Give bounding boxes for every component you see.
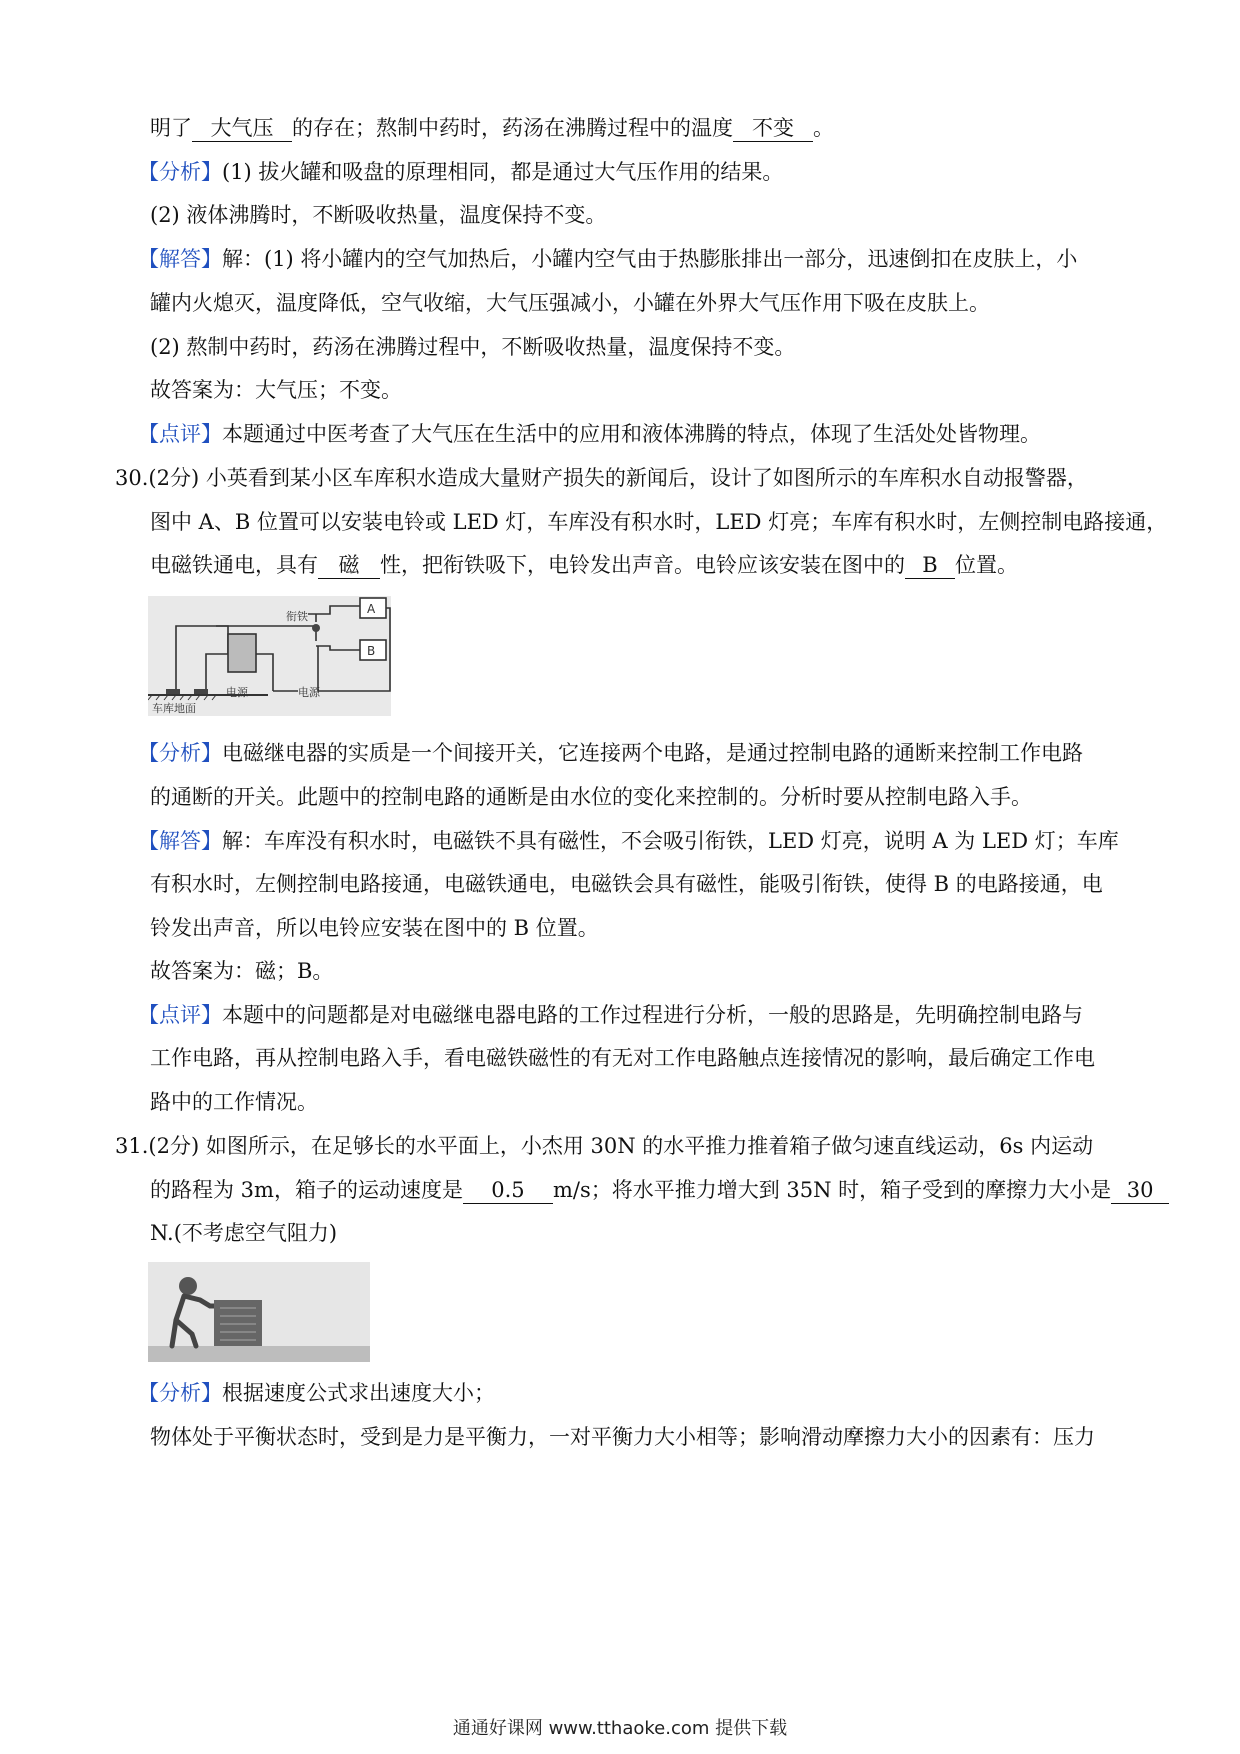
question-30-line: 30.(2分) 小英看到某小区车库积水造成大量财产损失的新闻后，设计了如图所示的车库积水自动报警器， — [115, 466, 1088, 490]
question-30-line: 电磁铁通电，具有 磁 性，把衔铁吸下，电铃发出声音。电铃应该安装在图中的 B 位置。 — [150, 553, 1018, 577]
answer-tag: 【解答】 — [138, 829, 222, 853]
answer-line: 故答案为：大气压；不变。 — [150, 378, 402, 402]
answer-blank: 磁 — [318, 552, 380, 579]
armature-label: 衔铁 — [286, 610, 308, 623]
analysis-tag: 【分析】 — [138, 1381, 222, 1405]
question-31-line: 的路程为 3m，箱子的运动速度是 0.5 m/s；将水平推力增大到 35N 时，箱子受到的摩擦力大小是 30 — [150, 1175, 1140, 1205]
question-31-line: 31.(2分) 如图所示，在足够长的水平面上，小杰用 30N 的水平推力推着箱子做匀速直线运动，6s 内运动 — [115, 1134, 1094, 1158]
answer-blank: 不变 — [733, 115, 813, 142]
analysis-line: 【分析】根据速度公式求出速度大小； — [138, 1381, 495, 1405]
question-31-line: N.(不考虑空气阻力) — [150, 1221, 338, 1245]
answer-blank: 大气压 — [192, 115, 292, 142]
page-footer: 通通好课网 www.tthaoke.com 提供下载 — [452, 1718, 788, 1739]
answer-line: 铃发出声音，所以电铃应安装在图中的 B 位置。 — [150, 916, 599, 940]
boy-pushing-box-illustration — [148, 1262, 370, 1362]
comment-line: 【点评】本题中的问题都是对电磁继电器电路的工作过程进行分析，一般的思路是，先明确控制电路与 — [138, 1003, 1083, 1027]
position-b-label: B — [367, 644, 376, 658]
power-label-2: 电源 — [298, 686, 320, 699]
comment-tag: 【点评】 — [138, 422, 222, 446]
alarm-circuit-figure — [148, 596, 391, 716]
answer-blank: 30 — [1111, 1177, 1169, 1204]
answer-tag: 【解答】 — [138, 247, 222, 271]
comment-line: 路中的工作情况。 — [150, 1090, 318, 1114]
analysis-line: (2) 液体沸腾时，不断吸收热量，温度保持不变。 — [150, 203, 607, 227]
answer-line: (2) 熬制中药时，药汤在沸腾过程中，不断吸收热量，温度保持不变。 — [150, 335, 796, 359]
analysis-line: 【分析】电磁继电器的实质是一个间接开关，它连接两个电路，是通过控制电路的通断来控制工作电路 — [138, 741, 1083, 765]
analysis-line — [138, 157, 1128, 187]
answer-line: 罐内火熄灭，温度降低，空气收缩，大气压强减小，小罐在外界大气压作用下吸在皮肤上。 — [150, 291, 990, 315]
question-30-line: 图中 A、B 位置可以安装电铃或 LED 灯，车库没有积水时，LED 灯亮；车库有积水时，左侧控制电路接通， — [150, 510, 1168, 534]
answer-line: 【解答】解：(1) 将小罐内的空气加热后，小罐内空气由于热膨胀排出一部分，迅速倒扣在皮肤上，小 — [138, 247, 1078, 271]
answer-line: 故答案为：磁；B。 — [150, 959, 334, 983]
continuation-line — [150, 113, 1140, 143]
position-a-label: A — [367, 602, 376, 616]
answer-line: 【解答】解：车库没有积水时，电磁铁不具有磁性，不会吸引衔铁，LED 灯亮，说明 A 为 LED 灯；车库 — [138, 829, 1119, 853]
comment-line: 工作电路，再从控制电路入手，看电磁铁磁性的有无对工作电路触点连接情况的影响，最后确定工作电 — [150, 1046, 1095, 1070]
answer-line: 有积水时，左侧控制电路接通，电磁铁通电，电磁铁会具有磁性，能吸引衔铁，使得 B 的电路接通，电 — [150, 872, 1103, 896]
text: (1) 拔火罐和吸盘的原理相同，都是通过大气压作用的结果。 — [222, 160, 784, 184]
boy-pushing-box-figure — [148, 1262, 370, 1362]
comment-line: 【点评】本题通过中医考查了大气压在生活中的应用和液体沸腾的特点，体现了生活处处皆物理。 — [138, 422, 1041, 446]
analysis-tag: 【分析】 — [138, 741, 222, 765]
answer-blank: 0.5 — [463, 1177, 553, 1204]
text: 明了 — [150, 116, 192, 140]
floor-label: 车库地面 — [152, 702, 196, 715]
analysis-line: 物体处于平衡状态时，受到是力是平衡力，一对平衡力大小相等；影响滑动摩擦力大小的因素有：压力 — [150, 1425, 1095, 1449]
text: 。 — [813, 116, 834, 140]
analysis-line: 的通断的开关。此题中的控制电路的通断是由水位的变化来控制的。分析时要从控制电路入手。 — [150, 785, 1032, 809]
power-label-1: 电源 — [226, 686, 248, 699]
comment-tag: 【点评】 — [138, 1003, 222, 1027]
text: 的存在；熬制中药时，药汤在沸腾过程中的温度 — [292, 116, 733, 140]
analysis-tag: 【分析】 — [138, 160, 222, 184]
answer-blank: B — [905, 552, 955, 579]
circuit-diagram — [148, 596, 391, 716]
